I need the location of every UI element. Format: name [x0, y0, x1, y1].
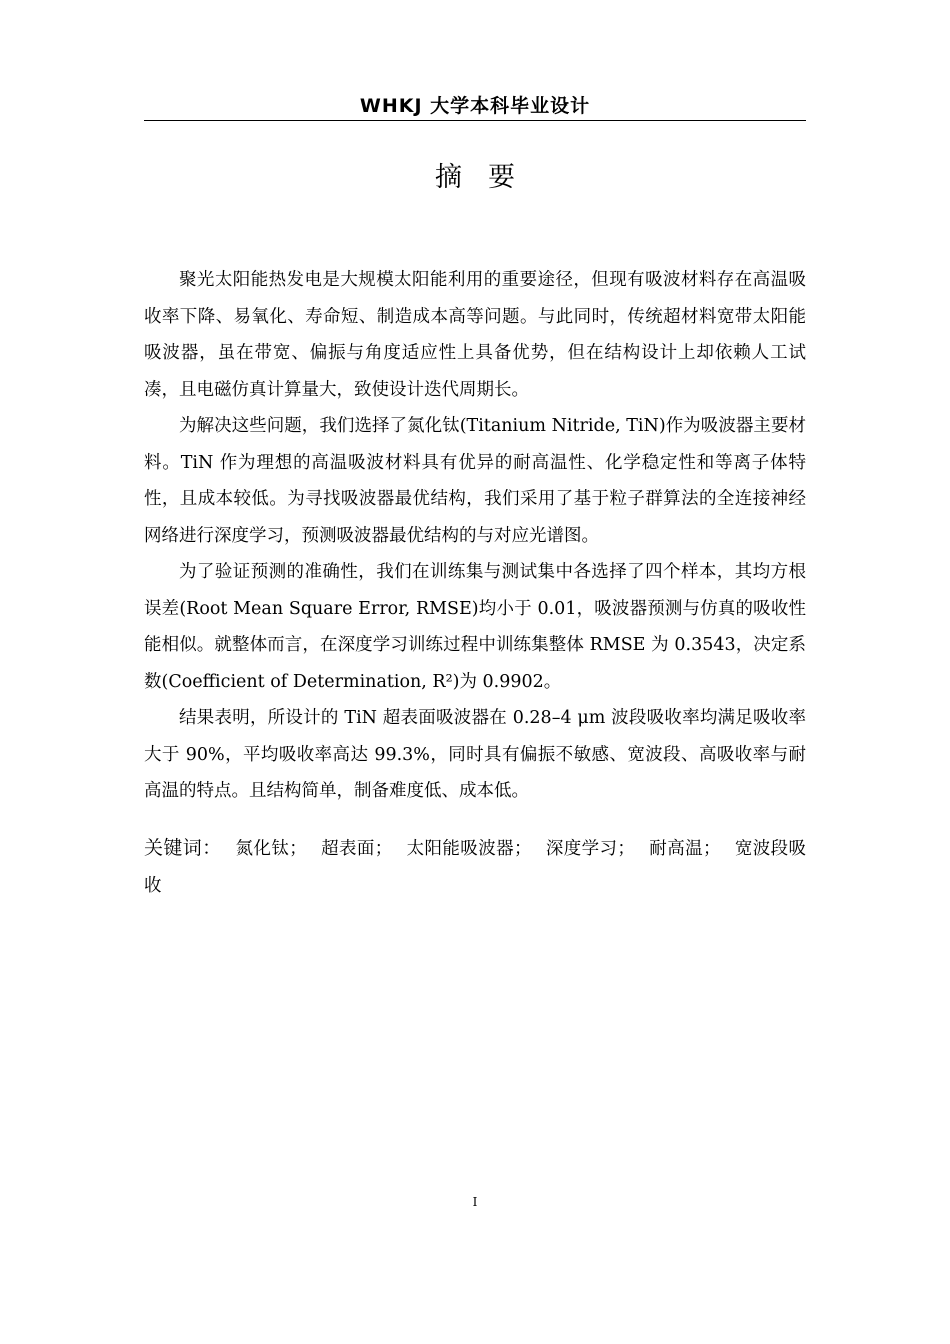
keyword-item: 超表面；	[320, 839, 393, 859]
page-title: 摘要	[435, 162, 541, 193]
keywords-label: 关键词：	[144, 837, 222, 859]
keyword-item: 深度学习；	[545, 839, 635, 859]
header-divider	[144, 120, 806, 121]
abstract-paragraph-4: 结果表明，所设计的 TiN 超表面吸波器在 0.28–4 μm 波段吸收率均满足吸收率大于 90%，平均吸收率高达 99.3%，同时具有偏振不敏感、宽波段、高吸收率与耐高温的特点。且结构简单，制备难度低、成本低。	[144, 708, 806, 801]
keyword-item: 太阳能吸波器；	[406, 839, 532, 859]
abstract-paragraph-3: 为了验证预测的准确性，我们在训练集与测试集中各选择了四个样本，其均方根误差(Root Mean Square Error, RMSE)均小于 0.01，吸波器预测与仿真的吸收性能相似。就整体而言，在深度学习训练过程中训练集整体 RMSE 为 0.3543，决定系数(Coefficient of Determination, R²)为 0.9902。	[144, 562, 806, 692]
abstract-body	[144, 262, 806, 810]
page-number: I	[472, 1195, 478, 1209]
page-header: WHKJ 大学本科毕业设计	[359, 95, 591, 117]
keywords-section	[144, 830, 806, 904]
keyword-item: 宽波段吸收	[144, 839, 807, 896]
abstract-paragraph-2: 为解决这些问题，我们选择了氮化钛(Titanium Nitride, TiN)作为吸波器主要材料。TiN 作为理想的高温吸波材料具有优异的耐高温性、化学稳定性和等离子体特性，且成本较低。为寻找吸波器最优结构，我们采用了基于粒子群算法的全连接神经网络进行深度学习，预测吸波器最优结构的与对应光谱图。	[144, 416, 806, 546]
abstract-paragraph-1: 聚光太阳能热发电是大规模太阳能利用的重要途径，但现有吸波材料存在高温吸收率下降、易氧化、寿命短、制造成本高等问题。与此同时，传统超材料宽带太阳能吸波器，虽在带宽、偏振与角度适应性上具备优势，但在结构设计上却依赖人工试凑，且电磁仿真计算量大，致使设计迭代周期长。	[144, 270, 806, 400]
keyword-item: 耐高温；	[648, 839, 721, 859]
keyword-item: 氮化钛；	[235, 839, 307, 859]
